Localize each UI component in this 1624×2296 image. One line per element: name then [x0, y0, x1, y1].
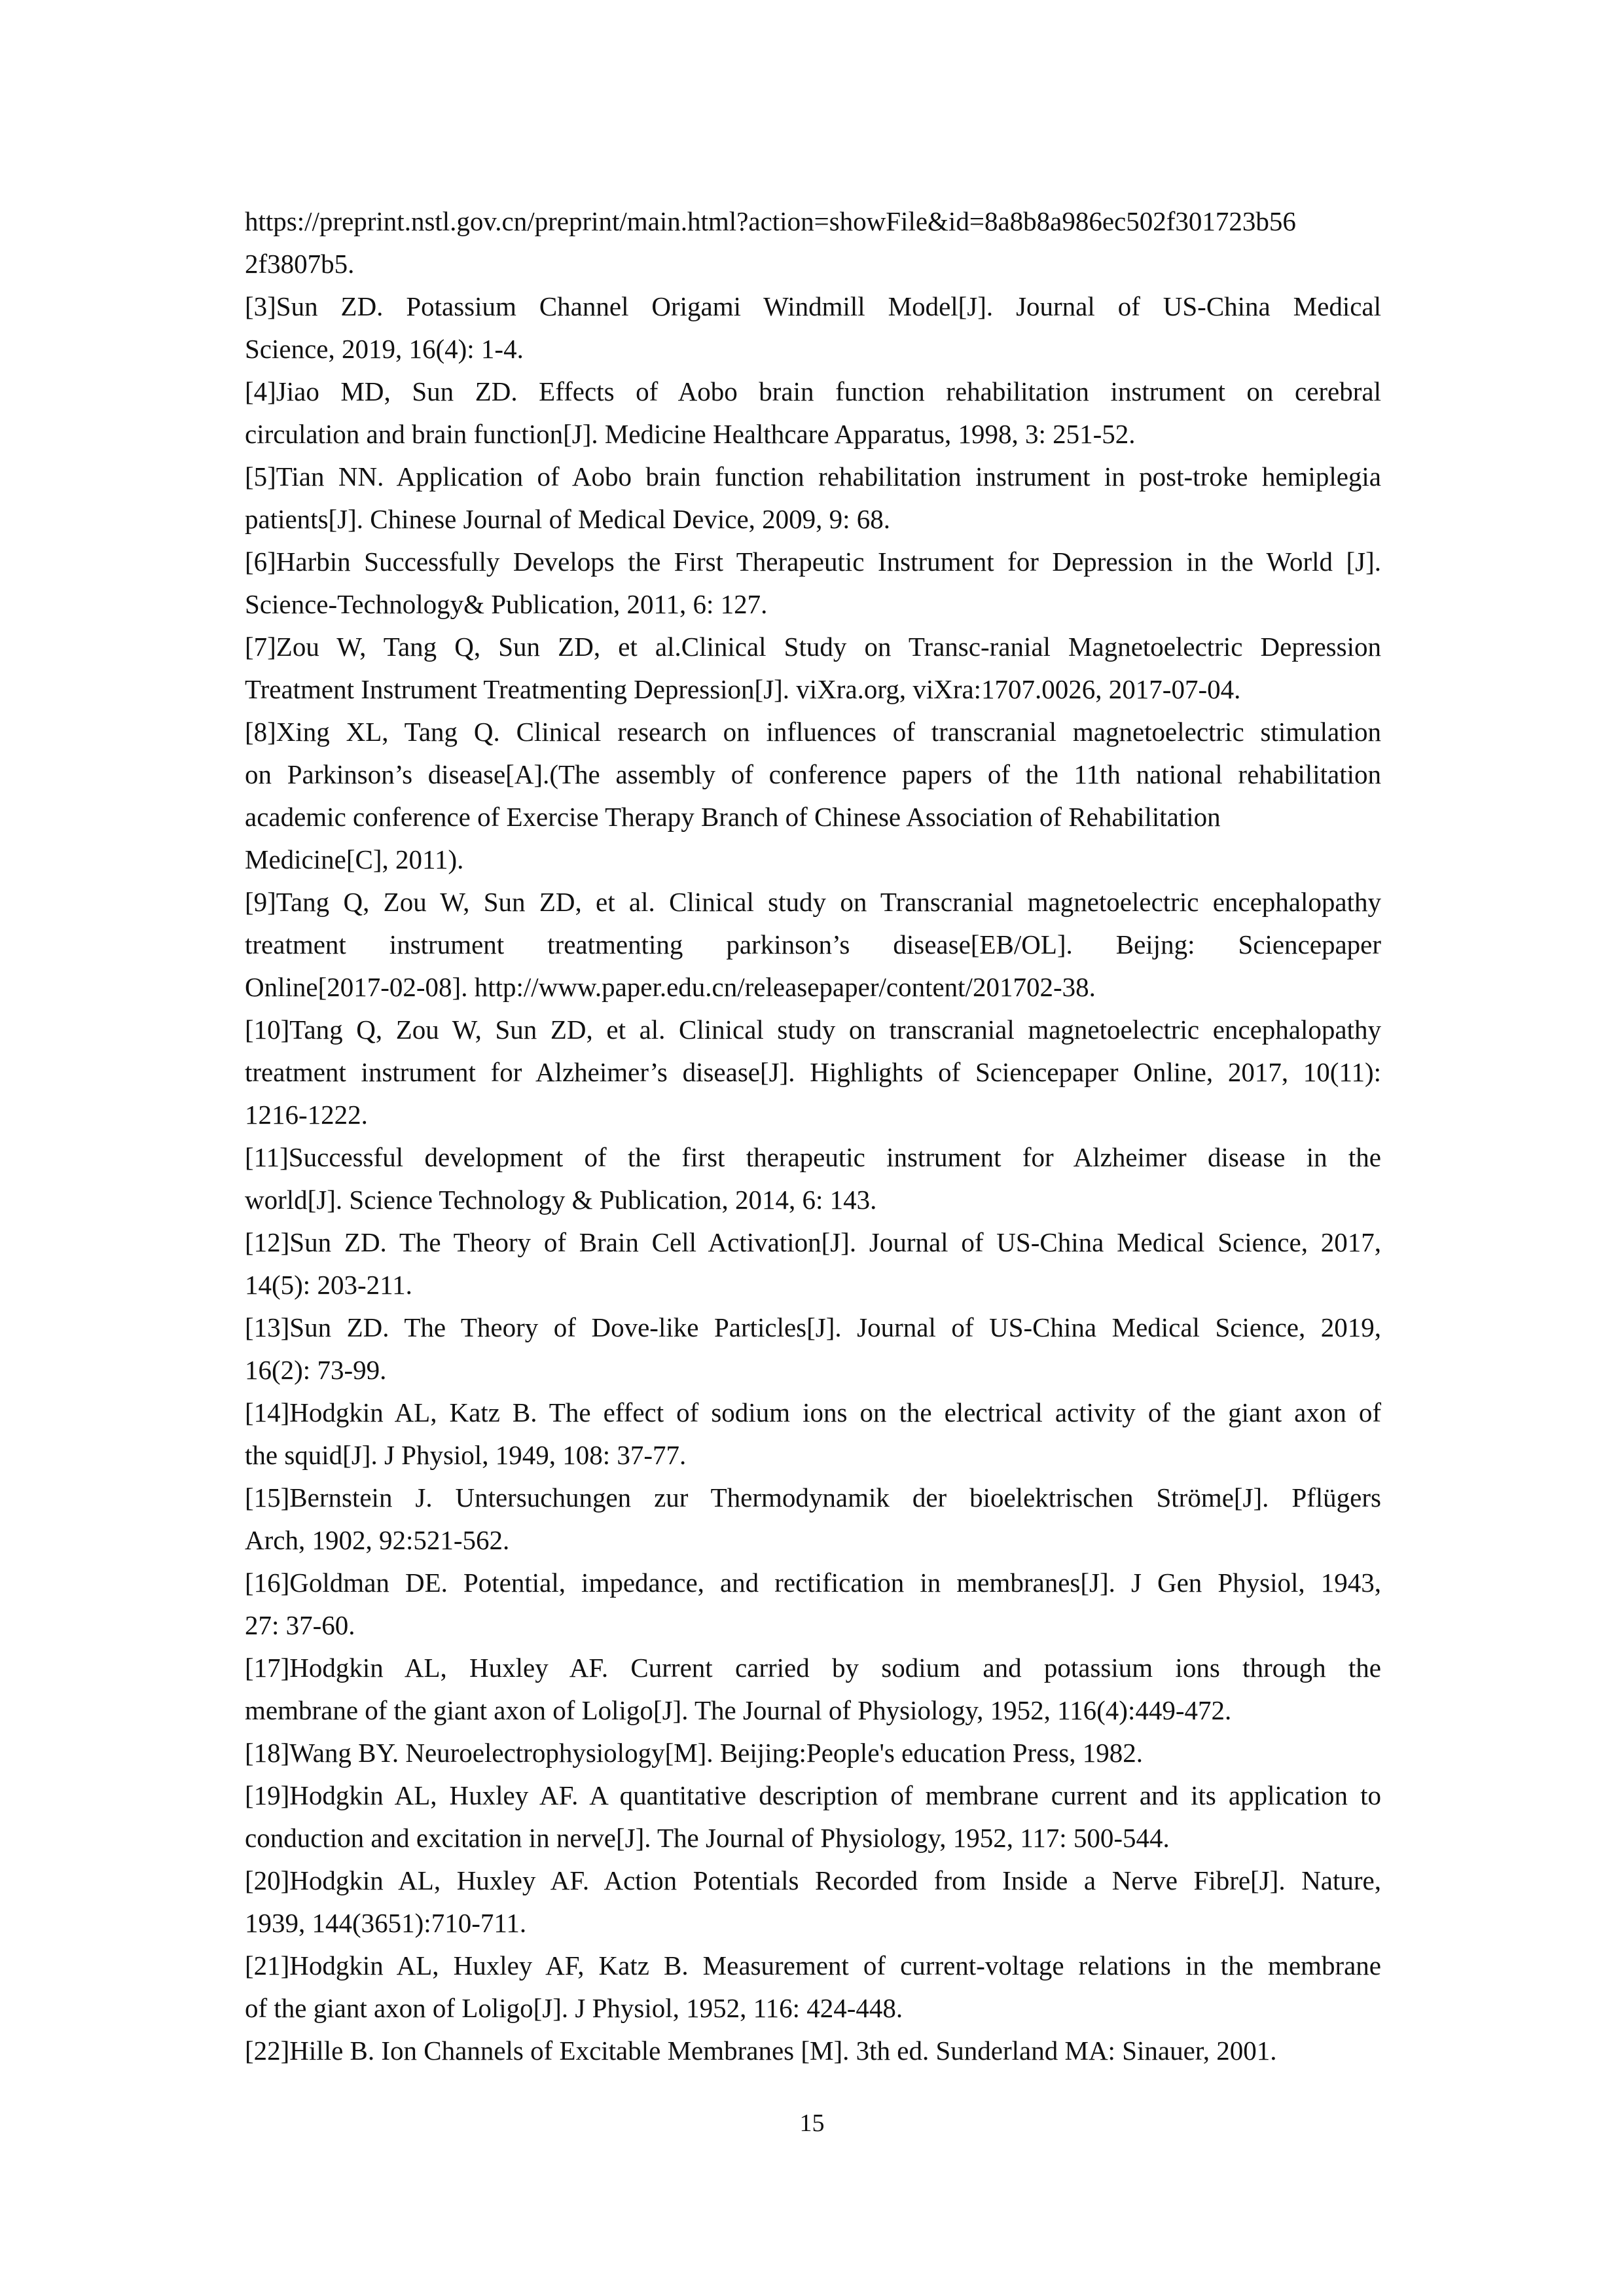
reference-line: [13]Sun ZD. The Theory of Dove-like Particles[J]. Journal of US-China Medical Science, 2019, — [245, 1312, 1381, 1342]
reference-line: [11]Successful development of the first therapeutic instrument for Alzheimer disease in the — [245, 1142, 1381, 1172]
reference-line: Medicine[C], 2011). — [245, 844, 464, 874]
reference-line: [12]Sun ZD. The Theory of Brain Cell Activation[J]. Journal of US-China Medical Science, 2017, — [245, 1227, 1381, 1257]
page-number: 15 — [799, 2109, 825, 2137]
reference-line: [7]Zou W, Tang Q, Sun ZD, et al.Clinical Study on Transc-ranial Magnetoelectric Depression — [245, 632, 1381, 662]
reference-line: treatment instrument for Alzheimer’s disease[J]. Highlights of Sciencepaper Online, 2017, 10(11): — [245, 1057, 1381, 1087]
reference-line: patients[J]. Chinese Journal of Medical Device, 2009, 9: 68. — [245, 504, 891, 534]
reference-line: [22]Hille B. Ion Channels of Excitable Membranes [M]. 3th ed. Sunderland MA: Sinauer, 2001. — [245, 2036, 1277, 2066]
reference-line: 16(2): 73-99. — [245, 1355, 387, 1385]
reference-line: Science, 2019, 16(4): 1-4. — [245, 334, 524, 364]
reference-line: academic conference of Exercise Therapy Branch of Chinese Association of Rehabilitation — [245, 802, 1221, 832]
reference-line: the squid[J]. J Physiol, 1949, 108: 37-77. — [245, 1440, 687, 1470]
reference-line: [10]Tang Q, Zou W, Sun ZD, et al. Clinical study on transcranial magnetoelectric encephalopathy — [245, 1014, 1381, 1045]
reference-line: on Parkinson’s disease[A].(The assembly of conference papers of the 11th national rehabilitation — [245, 759, 1381, 789]
reference-line: [16]Goldman DE. Potential, impedance, and rectification in membranes[J]. J Gen Physiol, 1943, — [245, 1568, 1381, 1598]
reference-line: 27: 37-60. — [245, 1610, 355, 1640]
reference-line: https://preprint.nstl.gov.cn/preprint/main.html?action=showFile&id=8a8b8a986ec502f301723b56 — [245, 206, 1296, 236]
reference-line: [14]Hodgkin AL, Katz B. The effect of sodium ions on the electrical activity of the giant axon of — [245, 1397, 1381, 1427]
reference-line: [8]Xing XL, Tang Q. Clinical research on influences of transcranial magnetoelectric stimulation — [245, 717, 1381, 747]
reference-line: [21]Hodgkin AL, Huxley AF, Katz B. Measurement of current-voltage relations in the membrane — [245, 1950, 1381, 1981]
reference-line: Science-Technology& Publication, 2011, 6: 127. — [245, 589, 768, 619]
reference-line: Arch, 1902, 92:521-562. — [245, 1525, 510, 1555]
reference-line: conduction and excitation in nerve[J]. The Journal of Physiology, 1952, 117: 500-544. — [245, 1823, 1170, 1853]
reference-line: [4]Jiao MD, Sun ZD. Effects of Aobo brain function rehabilitation instrument on cerebral — [245, 376, 1381, 406]
reference-line: 14(5): 203-211. — [245, 1270, 412, 1300]
reference-line: [9]Tang Q, Zou W, Sun ZD, et al. Clinical study on Transcranial magnetoelectric encephalopathy — [245, 887, 1381, 917]
reference-line: 1216-1222. — [245, 1100, 368, 1130]
reference-line: [3]Sun ZD. Potassium Channel Origami Windmill Model[J]. Journal of US-China Medical — [245, 291, 1381, 321]
reference-line: [18]Wang BY. Neuroelectrophysiology[M]. Beijing:People's education Press, 1982. — [245, 1738, 1144, 1768]
reference-list — [245, 200, 1381, 2072]
reference-line: [17]Hodgkin AL, Huxley AF. Current carried by sodium and potassium ions through the — [245, 1653, 1381, 1683]
reference-line: membrane of the giant axon of Loligo[J]. The Journal of Physiology, 1952, 116(4):449-472. — [245, 1695, 1232, 1725]
reference-line: treatment instrument treatmenting parkinson’s disease[EB/OL]. Beijng: Sciencepaper — [245, 929, 1381, 960]
reference-line: 2f3807b5. — [245, 249, 355, 279]
reference-line: [6]Harbin Successfully Develops the First Therapeutic Instrument for Depression in the World [J]. — [245, 547, 1381, 577]
reference-line: of the giant axon of Loligo[J]. J Physiol, 1952, 116: 424-448. — [245, 1993, 903, 2023]
reference-line: Online[2017-02-08]. http://www.paper.edu.cn/releasepaper/content/201702-38. — [245, 972, 1096, 1002]
reference-line: 1939, 144(3651):710-711. — [245, 1908, 527, 1938]
reference-line: [5]Tian NN. Application of Aobo brain function rehabilitation instrument in post-troke hemiplegia — [245, 461, 1381, 492]
reference-line: [15]Bernstein J. Untersuchungen zur Thermodynamik der bioelektrischen Ströme[J]. Pflügers — [245, 1482, 1381, 1513]
reference-line: [19]Hodgkin AL, Huxley AF. A quantitative description of membrane current and its application to — [245, 1780, 1381, 1810]
reference-line: world[J]. Science Technology & Publication, 2014, 6: 143. — [245, 1185, 877, 1215]
reference-line: [20]Hodgkin AL, Huxley AF. Action Potentials Recorded from Inside a Nerve Fibre[J]. Nature, — [245, 1865, 1381, 1895]
reference-line: circulation and brain function[J]. Medicine Healthcare Apparatus, 1998, 3: 251-52. — [245, 419, 1136, 449]
reference-line: Treatment Instrument Treatmenting Depression[J]. viXra.org, viXra:1707.0026, 2017-07-04. — [245, 674, 1241, 704]
